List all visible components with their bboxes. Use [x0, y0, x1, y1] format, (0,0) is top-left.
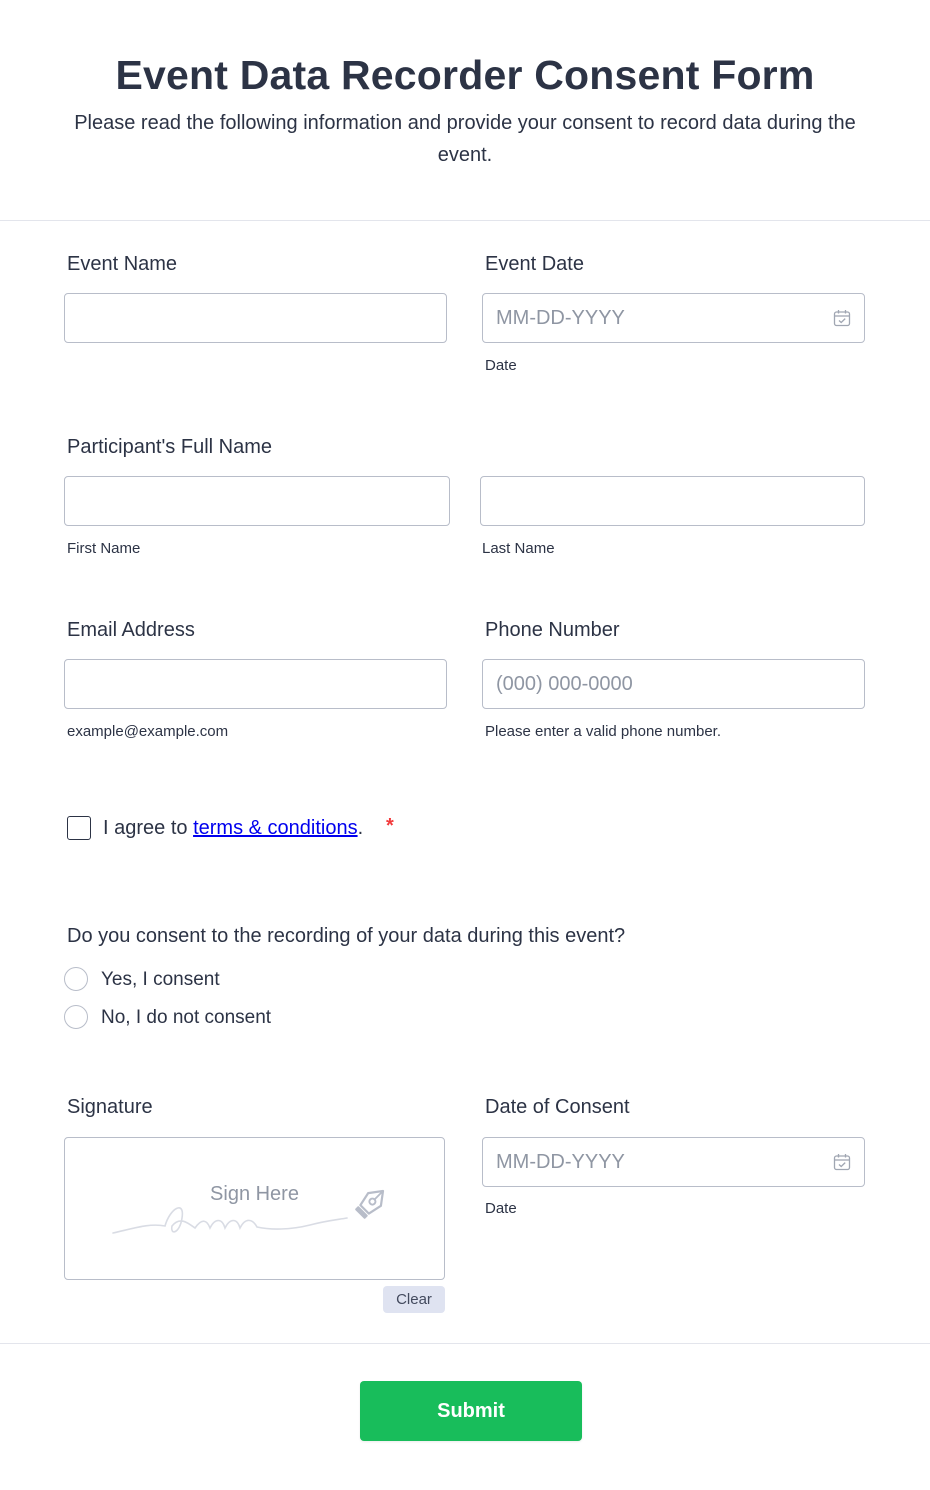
consent-yes-radio[interactable] — [64, 967, 88, 991]
event-name-label: Event Name — [67, 253, 178, 275]
event-date-placeholder: MM-DD-YYYY — [496, 306, 625, 329]
consent-question: Do you consent to the recording of your data during this event? — [67, 925, 626, 947]
calendar-icon[interactable] — [833, 1153, 851, 1171]
terms-link[interactable]: terms & conditions — [193, 817, 358, 839]
terms-checkbox[interactable] — [67, 816, 91, 840]
form-subtitle: Please read the following information and provide your consent to record data during the event. — [74, 112, 856, 166]
phone-input[interactable] — [482, 659, 865, 709]
event-name-input[interactable] — [64, 293, 447, 343]
pen-nib-icon — [348, 1180, 394, 1226]
email-input[interactable] — [64, 659, 447, 709]
terms-text — [103, 817, 363, 840]
signature-label: Signature — [67, 1096, 153, 1118]
consent-date-sublabel: Date — [485, 1200, 517, 1217]
terms-suffix: . — [357, 817, 364, 839]
consent-date-input[interactable] — [482, 1137, 865, 1187]
terms-prefix: I agree to — [103, 817, 194, 839]
signature-pad[interactable] — [64, 1137, 445, 1280]
phone-sublabel: Please enter a valid phone number. — [485, 723, 721, 740]
participant-name-label: Participant's Full Name — [67, 436, 272, 458]
consent-date-placeholder: MM-DD-YYYY — [496, 1150, 625, 1173]
phone-label: Phone Number — [485, 619, 620, 641]
header-divider — [0, 220, 930, 221]
email-label: Email Address — [67, 619, 195, 641]
event-date-input[interactable] — [482, 293, 865, 343]
consent-no-label[interactable]: No, I do not consent — [101, 1007, 272, 1028]
last-name-sublabel: Last Name — [482, 540, 555, 557]
consent-no-radio[interactable] — [64, 1005, 88, 1029]
last-name-input[interactable] — [480, 476, 865, 526]
required-mark: * — [386, 815, 394, 837]
submit-button[interactable]: Submit — [360, 1381, 582, 1441]
first-name-sublabel: First Name — [67, 540, 141, 557]
event-date-sublabel: Date — [485, 357, 517, 374]
consent-yes-label[interactable]: Yes, I consent — [101, 969, 220, 990]
calendar-icon[interactable] — [833, 309, 851, 327]
consent-date-label: Date of Consent — [485, 1096, 630, 1118]
signature-placeholder: Sign Here — [210, 1183, 299, 1205]
form-title: Event Data Recorder Consent Form — [115, 52, 815, 98]
event-date-label: Event Date — [485, 253, 584, 275]
phone-placeholder: (000) 000-0000 — [496, 672, 633, 695]
footer-divider — [0, 1343, 930, 1344]
email-sublabel: example@example.com — [67, 723, 229, 740]
clear-signature-button[interactable]: Clear — [383, 1286, 445, 1313]
first-name-input[interactable] — [64, 476, 450, 526]
